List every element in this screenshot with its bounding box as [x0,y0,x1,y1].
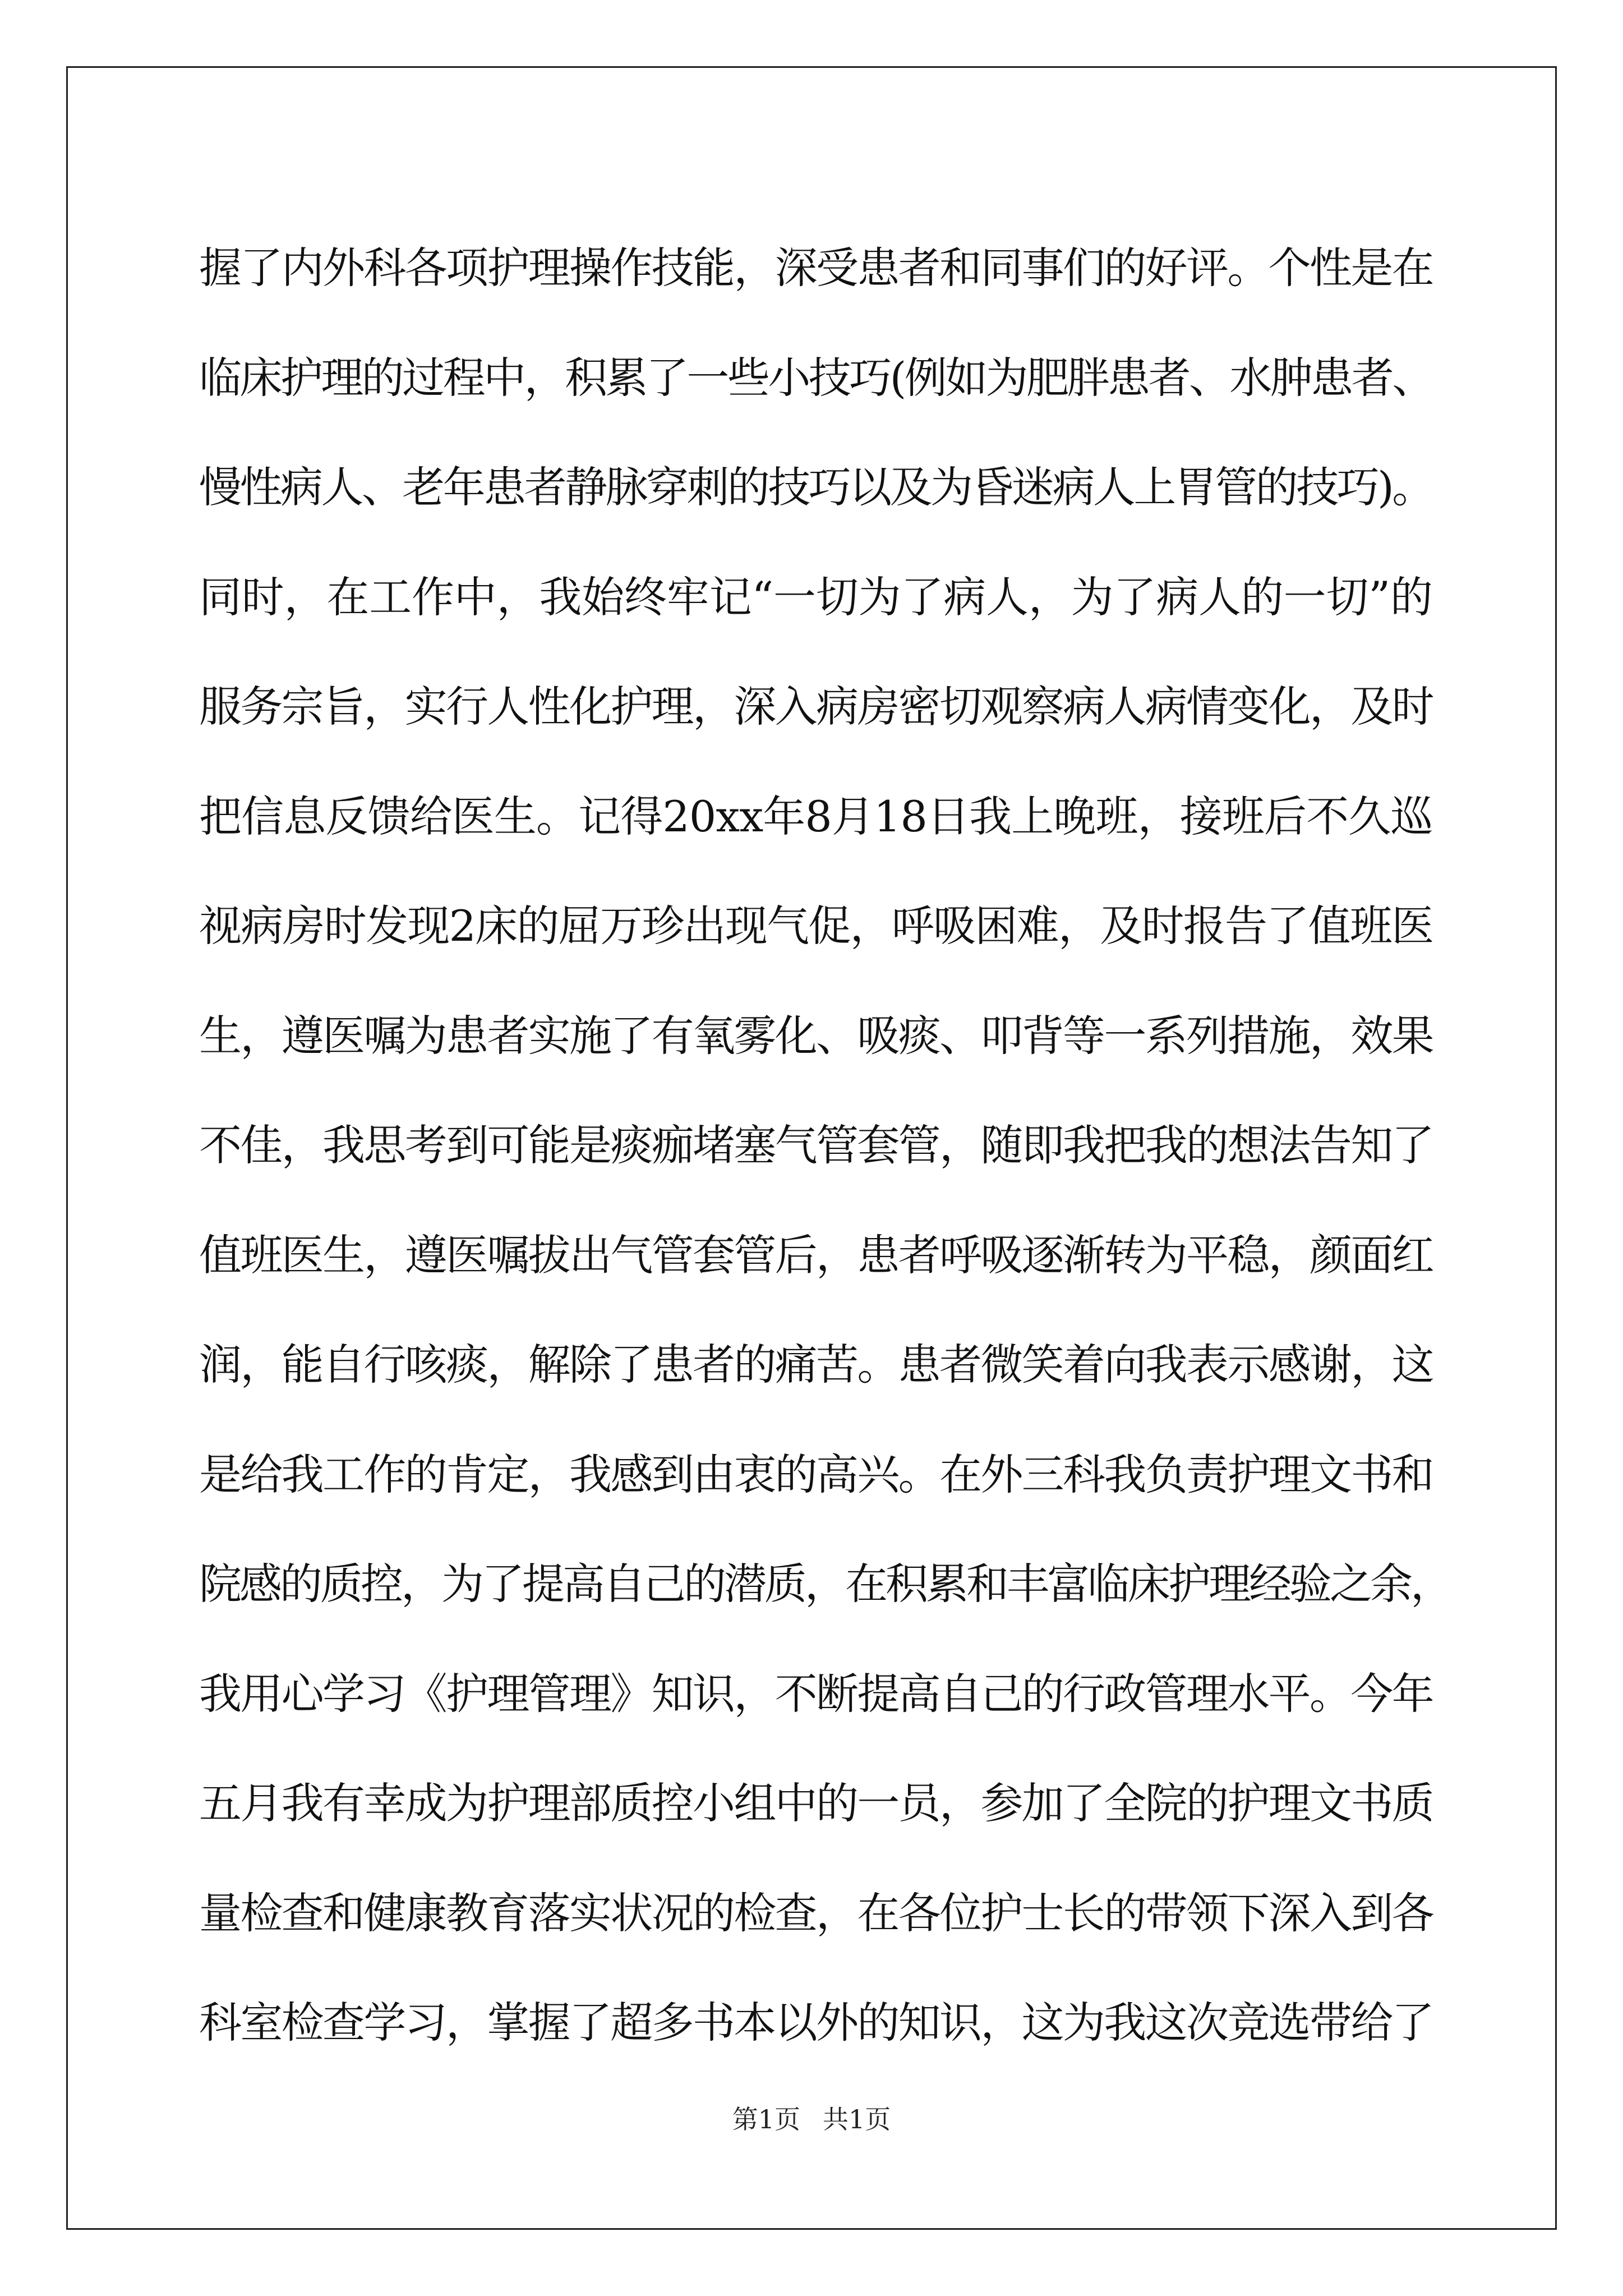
text-line: 握了内外科各项护理操作技能，深受患者和同事们的好评。个性是在 [199,243,1433,293]
text-line: 我用心学习《护理管理》知识，不断提高自己的行政管理水平。今年 [199,1668,1433,1719]
text-line: 把信息反馈给医生。记得20xx年8月18日我上晚班，接班后不久巡 [199,791,1433,841]
text-line: 科室检查学习，掌握了超多书本以外的知识，这为我这次竞选带给了 [199,1998,1433,2047]
text-line: 生，遵医嘱为患者实施了有氧雾化、吸痰、叩背等一系列措施，效果 [199,1010,1433,1061]
page-footer [0,2102,1623,2136]
text-line: 院感的质控，为了提高自己的潜质，在积累和丰富临床护理经验之余， [199,1559,1451,1609]
text-line: 润，能自行咳痰，解除了患者的痛苦。患者微笑着向我表示感谢，这 [199,1340,1433,1389]
text-line: 服务宗旨，实行人性化护理，深入病房密切观察病人病情变化，及时 [199,682,1433,731]
text-line: 同时，在工作中，我始终牢记“一切为了病人，为了病人的一切”的 [199,572,1433,622]
page-number-current: 第1页 [732,2104,800,2134]
page-number-total: 共1页 [823,2104,891,2134]
text-line: 五月我有幸成为护理部质控小组中的一员，参加了全院的护理文书质 [199,1778,1433,1828]
text-line: 不佳，我思考到可能是痰痂堵塞气管套管，随即我把我的想法告知了 [199,1120,1433,1170]
text-line: 临床护理的过程中，积累了一些小技巧(例如为肥胖患者、水肿患者、 [199,352,1433,403]
document-body [199,213,1451,2078]
text-line: 量检查和健康教育落实状况的检查，在各位护士长的带领下深入到各 [199,1888,1433,1938]
text-line: 视病房时发现2床的屈万珍出现气促，呼吸困难，及时报告了值班医 [199,901,1433,951]
text-line: 慢性病人、老年患者静脉穿刺的技巧以及为昏迷病人上胃管的技巧)。 [199,462,1433,512]
text-line: 值班医生，遵医嘱拔出气管套管后，患者呼吸逐渐转为平稳，颜面红 [199,1230,1433,1280]
text-line: 是给我工作的肯定，我感到由衷的高兴。在外三科我负责护理文书和 [199,1449,1433,1499]
